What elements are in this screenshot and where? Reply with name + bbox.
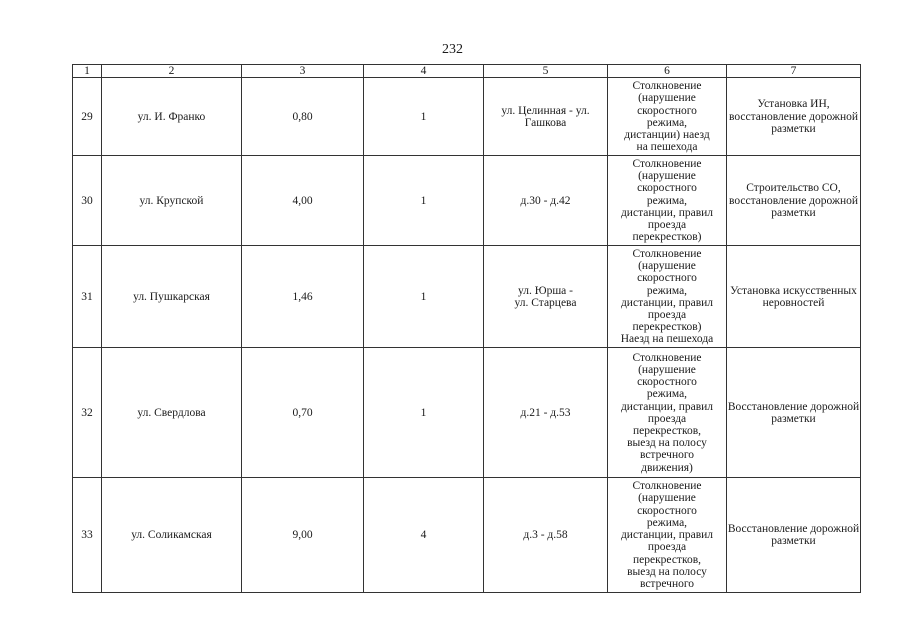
location-cell: д.3 - д.58 (484, 478, 608, 593)
measures-cell: Установка искусственных неровностей (727, 246, 861, 348)
violation-cell: Столкновение (нарушение скоростного режима, дистанции, правил проезда перекрестков) (608, 156, 727, 246)
street-name: ул. И. Франко (102, 78, 242, 156)
violation-cell: Столкновение (нарушение скоростного режима, дистанции, правил проезда перекрестков) Наезд на пешехода (608, 246, 727, 348)
column-header: 1 (73, 65, 102, 78)
location-cell: д.21 - д.53 (484, 348, 608, 478)
length-value: 0,80 (242, 78, 364, 156)
count-value: 4 (364, 478, 484, 593)
length-value: 9,00 (242, 478, 364, 593)
table-row (73, 348, 861, 478)
violation-cell: Столкновение (нарушение скоростного режима, дистанции) наезд на пешехода (608, 78, 727, 156)
location-cell: ул. Юрша - ул. Старцева (484, 246, 608, 348)
accident-table (72, 64, 861, 593)
page-number: 232 (442, 42, 463, 57)
column-header: 7 (727, 65, 861, 78)
column-header: 3 (242, 65, 364, 78)
location-cell: д.30 - д.42 (484, 156, 608, 246)
violation-cell: Столкновение (нарушение скоростного режима, дистанции, правил проезда перекрестков, выезд на полосу встречного (608, 478, 727, 593)
column-header: 5 (484, 65, 608, 78)
table-row (73, 246, 861, 348)
column-header: 6 (608, 65, 727, 78)
location-cell: ул. Целинная - ул. Гашкова (484, 78, 608, 156)
violation-cell: Столкновение (нарушение скоростного режима, дистанции, правил проезда перекрестков, выезд на полосу встречного движения) (608, 348, 727, 478)
street-name: ул. Пушкарская (102, 246, 242, 348)
count-value: 1 (364, 156, 484, 246)
table-row (73, 156, 861, 246)
row-number: 31 (73, 246, 102, 348)
column-header: 4 (364, 65, 484, 78)
street-name: ул. Свердлова (102, 348, 242, 478)
row-number: 29 (73, 78, 102, 156)
row-number: 32 (73, 348, 102, 478)
measures-cell: Восстановление дорожной разметки (727, 348, 861, 478)
measures-cell: Установка ИН, восстановление дорожной разметки (727, 78, 861, 156)
length-value: 4,00 (242, 156, 364, 246)
street-name: ул. Крупской (102, 156, 242, 246)
measures-cell: Строительство СО, восстановление дорожной разметки (727, 156, 861, 246)
table-row (73, 478, 861, 593)
row-number: 30 (73, 156, 102, 246)
column-header: 2 (102, 65, 242, 78)
length-value: 1,46 (242, 246, 364, 348)
street-name: ул. Соликамская (102, 478, 242, 593)
count-value: 1 (364, 246, 484, 348)
measures-cell: Восстановление дорожной разметки (727, 478, 861, 593)
row-number: 33 (73, 478, 102, 593)
count-value: 1 (364, 348, 484, 478)
length-value: 0,70 (242, 348, 364, 478)
table-row (73, 78, 861, 156)
count-value: 1 (364, 78, 484, 156)
header-row (73, 65, 861, 78)
